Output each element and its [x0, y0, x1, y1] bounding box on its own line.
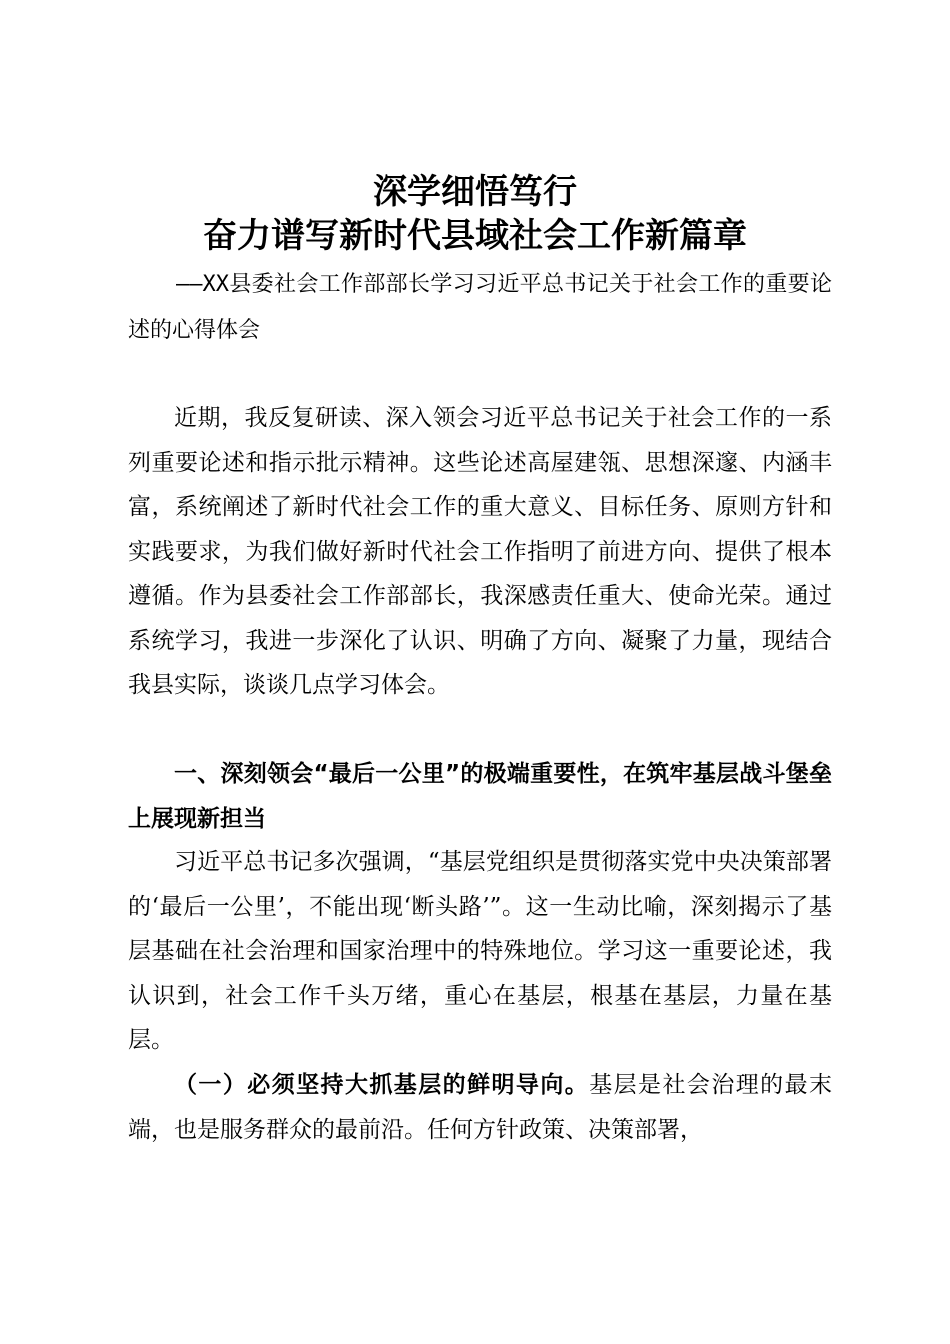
- intro-paragraph: 近期，我反复研读、深入领会习近平总书记关于社会工作的一系列重要论述和指示批示精神。这些论述高屋建瓴、思想深邃、内涵丰富，系统阐述了新时代社会工作的重大意义、目标任务、原则方针和实践要求，为我们做好新时代社会工作指明了前进方向、提供了根本遵循。作为县委社会工作部部长，我深感责任重大、使命光荣。通过系统学习，我进一步深化了认识、明确了方向、凝聚了力量，现结合我县实际，谈谈几点学习体会。: [128, 405, 832, 698]
- section1-paragraph-2: [128, 1063, 832, 1152]
- document-title-line1: 深学细悟笃行: [373, 172, 577, 212]
- section-heading-1: 一、深刻领会“最后一公里”的极端重要性，在筑牢基层战斗堡垒上展现新担当: [128, 761, 832, 832]
- subsection-lead: （一）必须坚持大抓基层的鲜明导向。: [174, 1072, 590, 1098]
- document-subtitle: ——XX县委社会工作部部长学习习近平总书记关于社会工作的重要论述的心得体会: [128, 272, 832, 343]
- section1-paragraph-1: 习近平总书记多次强调，“基层党组织是贯彻落实党中央决策部署的‘最后一公里’，不能出现‘断头路’”。这一生动比喻，深刻揭示了基层基础在社会治理和国家治理中的特殊地位。学习这一重要论述，我认识到，社会工作千头万绪，重心在基层，根基在基层，力量在基层。: [128, 849, 832, 1053]
- document-title-line2: 奋力谱写新时代县域社会工作新篇章: [203, 216, 747, 256]
- subsection-text: 基层是社会治理的最末端，也是服务群众的最前沿。任何方针政策、决策部署，: [128, 1072, 833, 1143]
